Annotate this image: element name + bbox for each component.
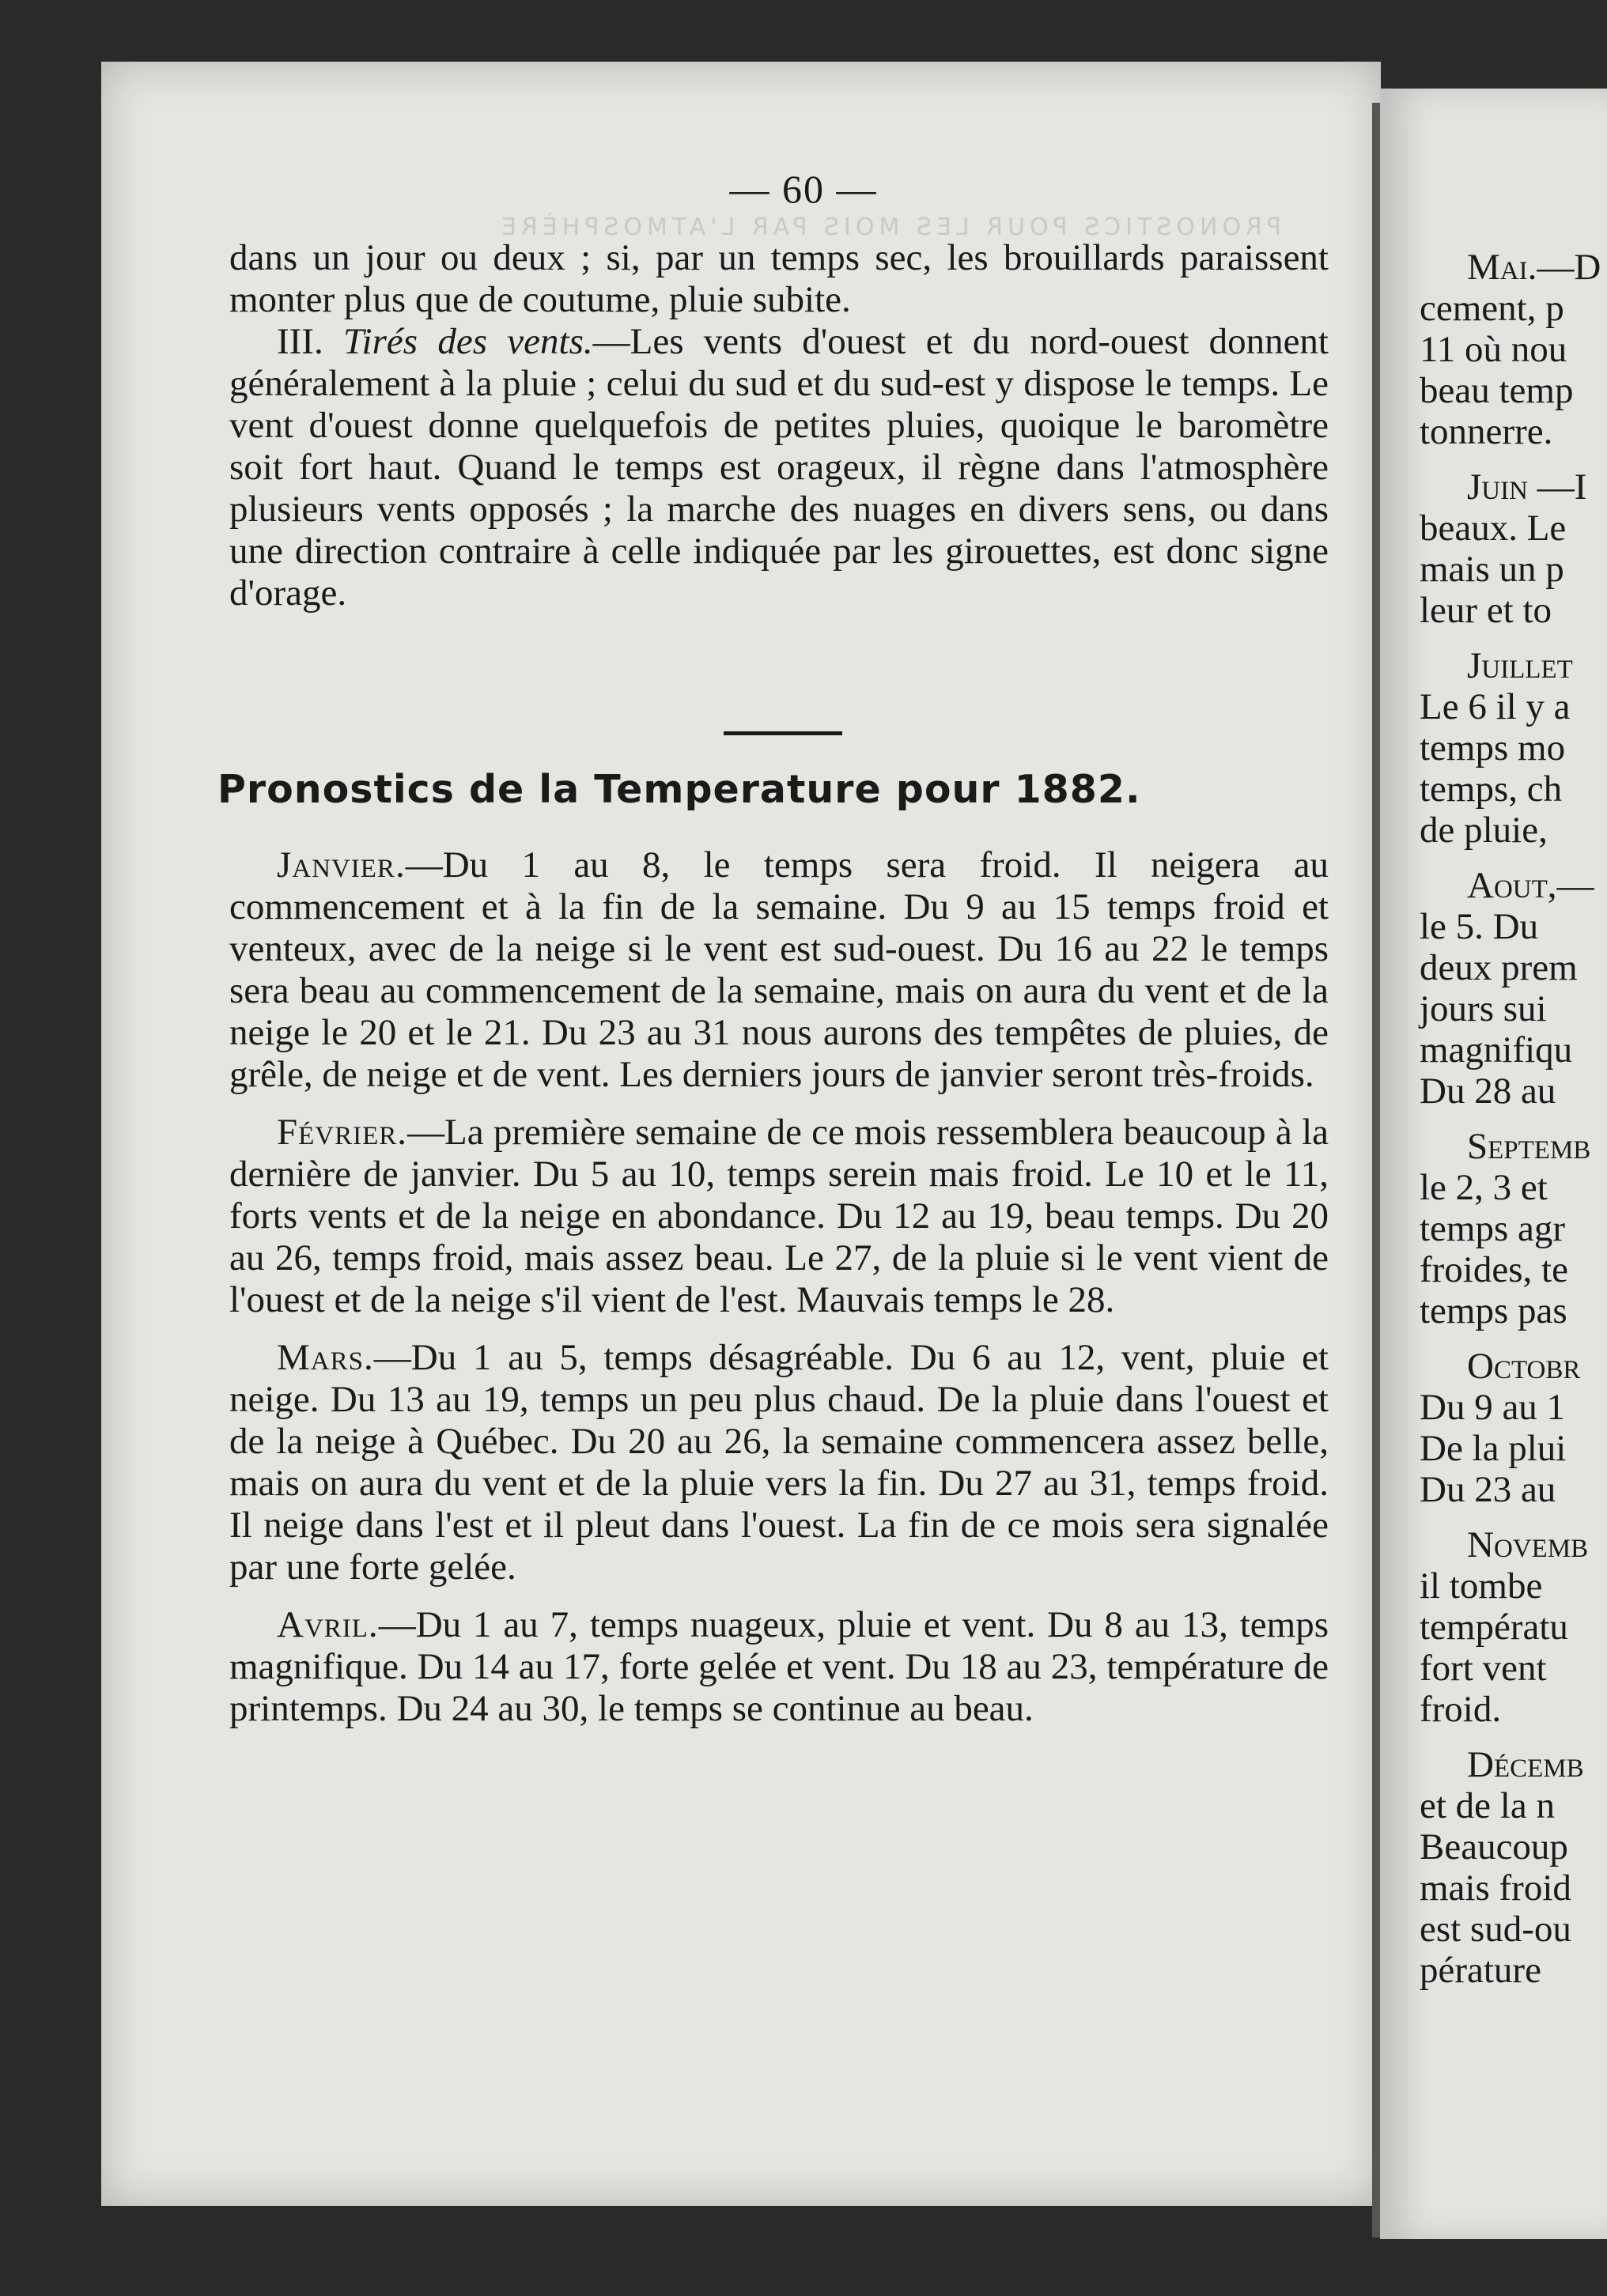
right-page-line: leur et to: [1420, 590, 1552, 631]
bleed-through-text: PRONOSTICS POUR LES MOIS PAR L'ATMOSPHÈRE: [496, 213, 1281, 241]
right-page-line: Décemb: [1467, 1744, 1584, 1785]
section-divider: [724, 731, 842, 739]
right-page-line: le 5. Du: [1420, 906, 1539, 947]
month-name: Avril.: [277, 1604, 379, 1645]
right-page-line: il tombe: [1420, 1565, 1543, 1607]
right-page-line: jours sui: [1420, 988, 1547, 1029]
month-text: —Du 1 au 8, le temps sera froid. Il neigera au commencement et à la fin de la semaine. Du 9 au 15 temps froid et venteux, avec de la neige si le vent est sud-ouest. Du 16 au 22 le temps sera beau au commencement de la semaine, mais on aura du vent et de la neige le 20 et le 21. Du 23 au 31 nous aurons des tempêtes de pluies, de grêle, de neige et de vent. Les derniers jours de janvier seront très-froids.: [229, 844, 1329, 1095]
month-paragraph-fevrier: [229, 1112, 1329, 1321]
top-text-block: [229, 237, 1329, 614]
month-paragraph-avril: [229, 1604, 1329, 1730]
paragraph-winds: [229, 321, 1329, 614]
right-page-line: temps mo: [1420, 727, 1566, 768]
right-page-line: Novemb: [1467, 1524, 1589, 1565]
month-name: Février.: [277, 1112, 408, 1153]
right-page-line: Juillet: [1467, 645, 1573, 686]
right-page-line: Mai.—D: [1467, 247, 1601, 288]
right-page-line: cement, p: [1420, 288, 1564, 329]
right-page-line: temps agr: [1420, 1208, 1566, 1249]
right-page-line: Le 6 il y a: [1420, 686, 1571, 727]
section-body: —Les vents d'ouest et du nord-ouest donnent généralement à la pluie ; celui du sud et du sud-est y dispose le temps. Le vent d'ouest donne quelquefois de petites pluies, quoique le baromètre soit fort haut. Quand le temps est orageux, il règne dans l'atmosphère plusieurs vents opposés ; la marche des nuages en divers sens, ou dans une direction contraire à celle indiquée par les girouettes, est donc signe d'orage.: [229, 321, 1329, 614]
right-page-line: et de la n: [1420, 1785, 1555, 1826]
month-text: —La première semaine de ce mois ressemblera beaucoup à la dernière de janvier. Du 5 au 10, temps serein mais froid. Le 10 et le 11, forts vents et de la neige en abondance. Du 12 au 19, beau temps. Du 20 au 26, temps froid, mais assez beau. Le 27, de la pluie si le vent vient de l'ouest et de la neige s'il vient de l'est. Mauvais temps le 28.: [229, 1112, 1329, 1320]
right-page-line: tonnerre.: [1420, 411, 1553, 452]
right-page-line: Septemb: [1467, 1126, 1591, 1167]
month-text: —Du 1 au 5, temps désagréable. Du 6 au 12, vent, pluie et neige. Du 13 au 19, temps un peu plus chaud. De la pluie dans l'ouest et de la neige à Québec. Du 20 au 26, la semaine commencera assez belle, mais on aura du vent et de la pluie vers la fin. Du 27 au 31, temps froid. Il neige dans l'est et il pleut dans l'ouest. La fin de ce mois sera signalée par une forte gelée.: [229, 1337, 1329, 1588]
month-paragraph-janvier: [229, 844, 1329, 1096]
right-page-line: mais un p: [1420, 549, 1564, 590]
month-paragraph-mars: [229, 1337, 1329, 1588]
right-page: [1380, 89, 1607, 2239]
section-title: Tirés des vents.: [343, 321, 593, 362]
paragraph-continuation: dans un jour ou deux ; si, par un temps sec, les brouillards paraissent monter plus que de coutume, pluie subite.: [229, 237, 1329, 320]
right-page-line: 11 où nou: [1420, 329, 1567, 370]
right-page-line: le 2, 3 et: [1420, 1167, 1548, 1208]
month-name: Mars.: [277, 1337, 374, 1378]
right-page-line: Du 23 au: [1420, 1469, 1556, 1510]
right-page-line: magnifiqu: [1420, 1029, 1573, 1071]
right-page-line: Aout,—: [1467, 865, 1594, 906]
right-page-line: Du 9 au 1: [1420, 1387, 1566, 1428]
right-page-line: temps, ch: [1420, 768, 1563, 810]
right-page-line: Beaucoup: [1420, 1826, 1568, 1867]
page-gutter: [1372, 103, 1380, 2237]
section-numeral: III.: [277, 321, 323, 362]
month-text: —Du 1 au 7, temps nuageux, pluie et vent. Du 8 au 13, temps magnifique. Du 14 au 17, forte gelée et vent. Du 18 au 23, température de printemps. Du 24 au 30, le temps se continue au beau.: [229, 1604, 1329, 1729]
right-page-line: fort vent: [1420, 1648, 1547, 1689]
right-page-line: pérature: [1420, 1950, 1541, 1991]
month-name: Janvier.: [277, 844, 406, 886]
right-page-line: est sud-ou: [1420, 1909, 1571, 1950]
right-page-line: beaux. Le: [1420, 508, 1567, 549]
right-page-line: beau temp: [1420, 370, 1574, 411]
right-page-line: Du 28 au: [1420, 1071, 1556, 1112]
right-page-line: deux prem: [1420, 947, 1578, 988]
right-page-line: De la plui: [1420, 1428, 1567, 1469]
right-page-line: Octobr: [1467, 1346, 1581, 1387]
right-page-line: mais froid: [1420, 1867, 1571, 1909]
page-number: — 60 —: [729, 167, 878, 211]
right-page-line: temps pas: [1420, 1290, 1567, 1331]
right-page-line: Juin —I: [1467, 466, 1587, 508]
section-heading: Pronostics de la Temperature pour 1882.: [217, 767, 1141, 812]
right-page-line: froides, te: [1420, 1249, 1568, 1290]
right-page-line: de pluie,: [1420, 810, 1548, 851]
right-page-line: températu: [1420, 1607, 1568, 1648]
right-page-line: froid.: [1420, 1689, 1502, 1730]
monthly-forecasts: [229, 844, 1329, 1746]
